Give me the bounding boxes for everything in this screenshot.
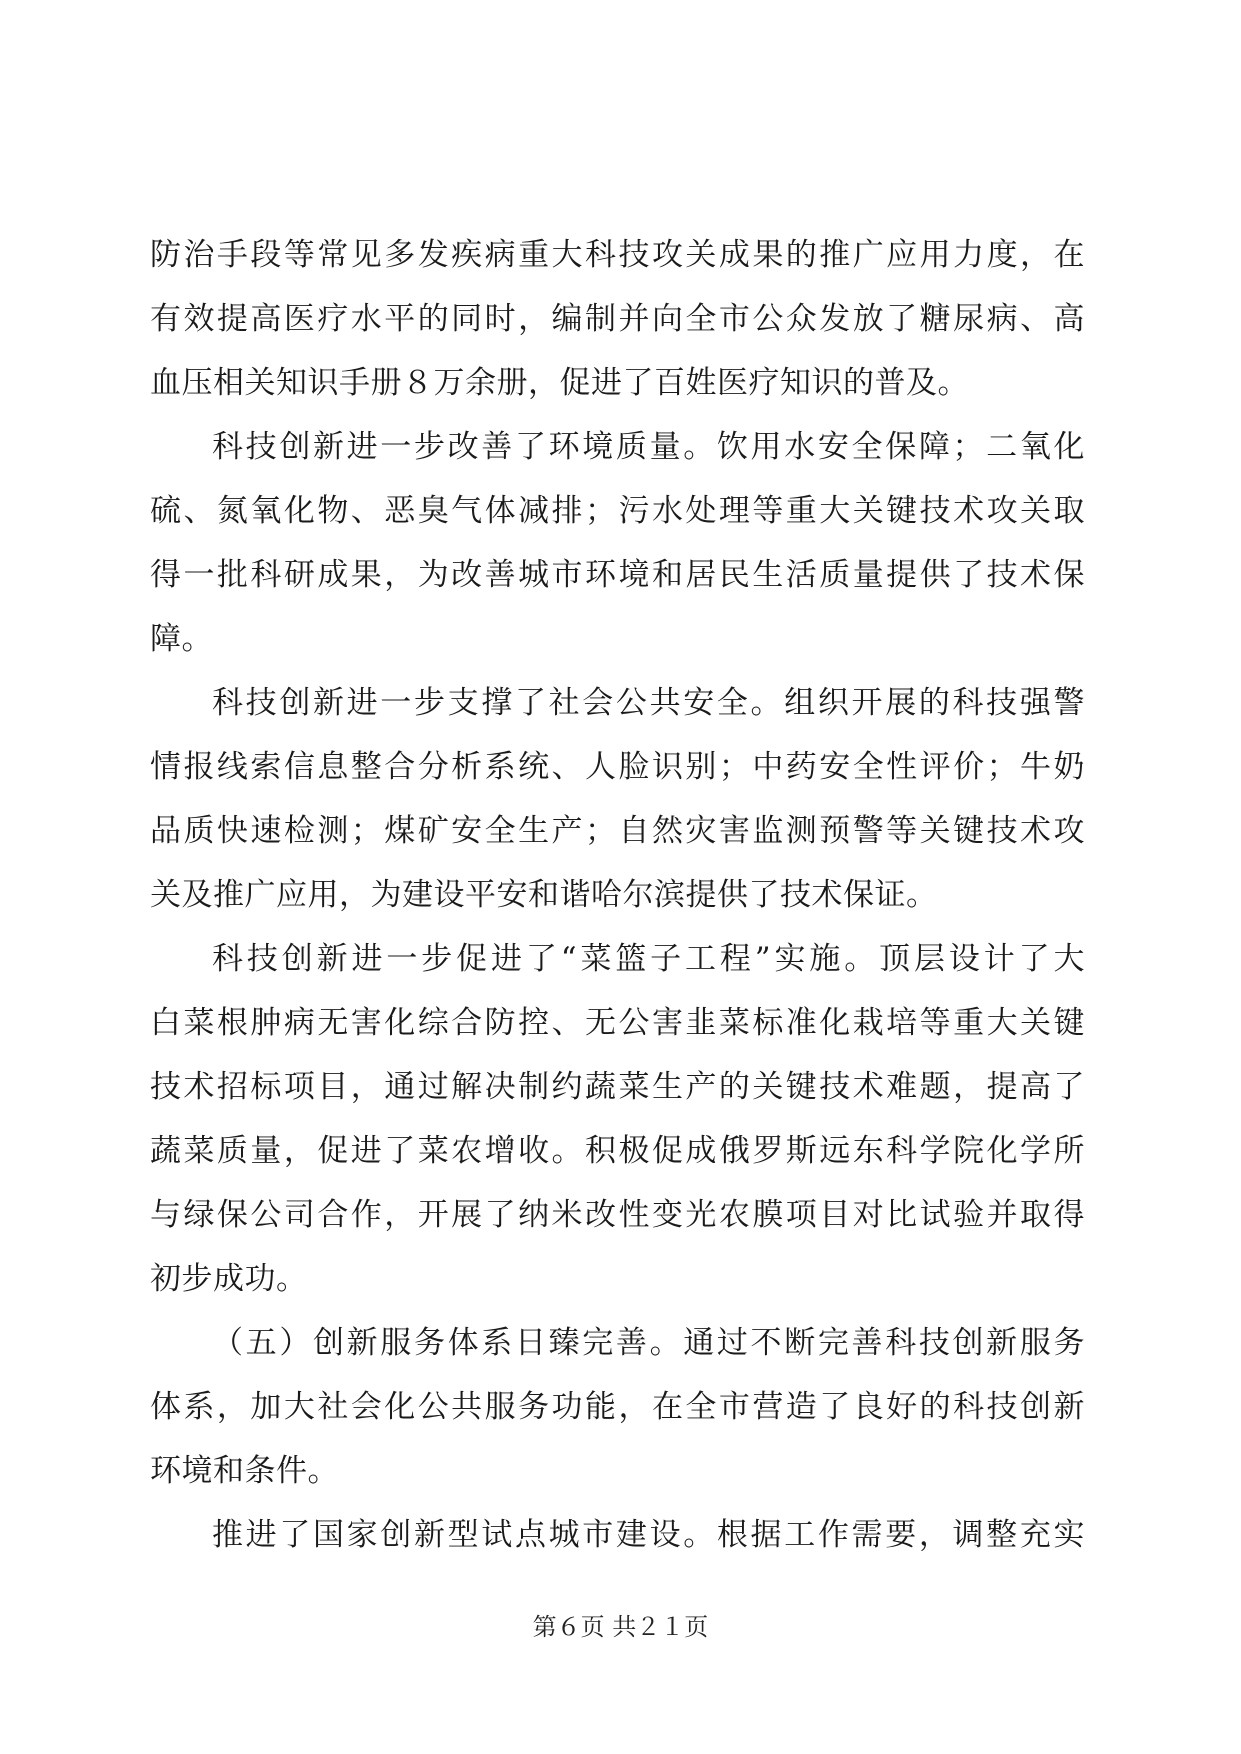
text-line: 初步成功。 [150, 1261, 308, 1297]
paragraph-first-line: 科技创新进一步改善了环境质量。饮用水安全保障；二氧化 [212, 429, 1085, 465]
text-line: 血压相关知识手册８万余册，促进了百姓医疗知识的普及。 [150, 365, 969, 401]
text-line: 关及推广应用，为建设平安和谐哈尔滨提供了技术保证。 [150, 877, 938, 913]
text-line: 有效提高医疗水平的同时，编制并向全市公众发放了糖尿病、高 [150, 301, 1085, 337]
text-line: 环境和条件。 [150, 1453, 339, 1489]
text-line: 防治手段等常见多发疾病重大科技攻关成果的推广应用力度，在 [150, 237, 1085, 273]
paragraph-first-line: 科技创新进一步支撑了社会公共安全。组织开展的科技强警 [212, 685, 1085, 721]
section-heading-line: （五）创新服务体系日臻完善。通过不断完善科技创新服务 [212, 1325, 1085, 1361]
text-line: 体系，加大社会化公共服务功能，在全市营造了良好的科技创新 [150, 1389, 1085, 1425]
text-line: 与绿保公司合作，开展了纳米改性变光农膜项目对比试验并取得 [150, 1197, 1085, 1233]
text-line: 技术招标项目，通过解决制约蔬菜生产的关键技术难题，提高了 [150, 1069, 1085, 1105]
text-line: 障。 [150, 621, 213, 657]
text-line: 硫、氮氧化物、恶臭气体减排；污水处理等重大关键技术攻关取 [150, 493, 1085, 529]
paragraph-first-line: 科技创新进一步促进了“菜篮子工程”实施。顶层设计了大 [212, 941, 1085, 977]
text-line: 品质快速检测；煤矿安全生产；自然灾害监测预警等关键技术攻 [150, 813, 1085, 849]
text-line: 得一批科研成果，为改善城市环境和居民生活质量提供了技术保 [150, 557, 1085, 593]
paragraph-first-line: 推进了国家创新型试点城市建设。根据工作需要，调整充实 [212, 1517, 1085, 1553]
text-line: 蔬菜质量，促进了菜农增收。积极促成俄罗斯远东科学院化学所 [150, 1133, 1085, 1169]
text-line: 白菜根肿病无害化综合防控、无公害韭菜标准化栽培等重大关键 [150, 1005, 1085, 1041]
page-number-footer: 第６页 共２１页 [532, 1613, 709, 1641]
text-line: 情报线索信息整合分析系统、人脸识别；中药安全性评价；牛奶 [150, 749, 1085, 785]
